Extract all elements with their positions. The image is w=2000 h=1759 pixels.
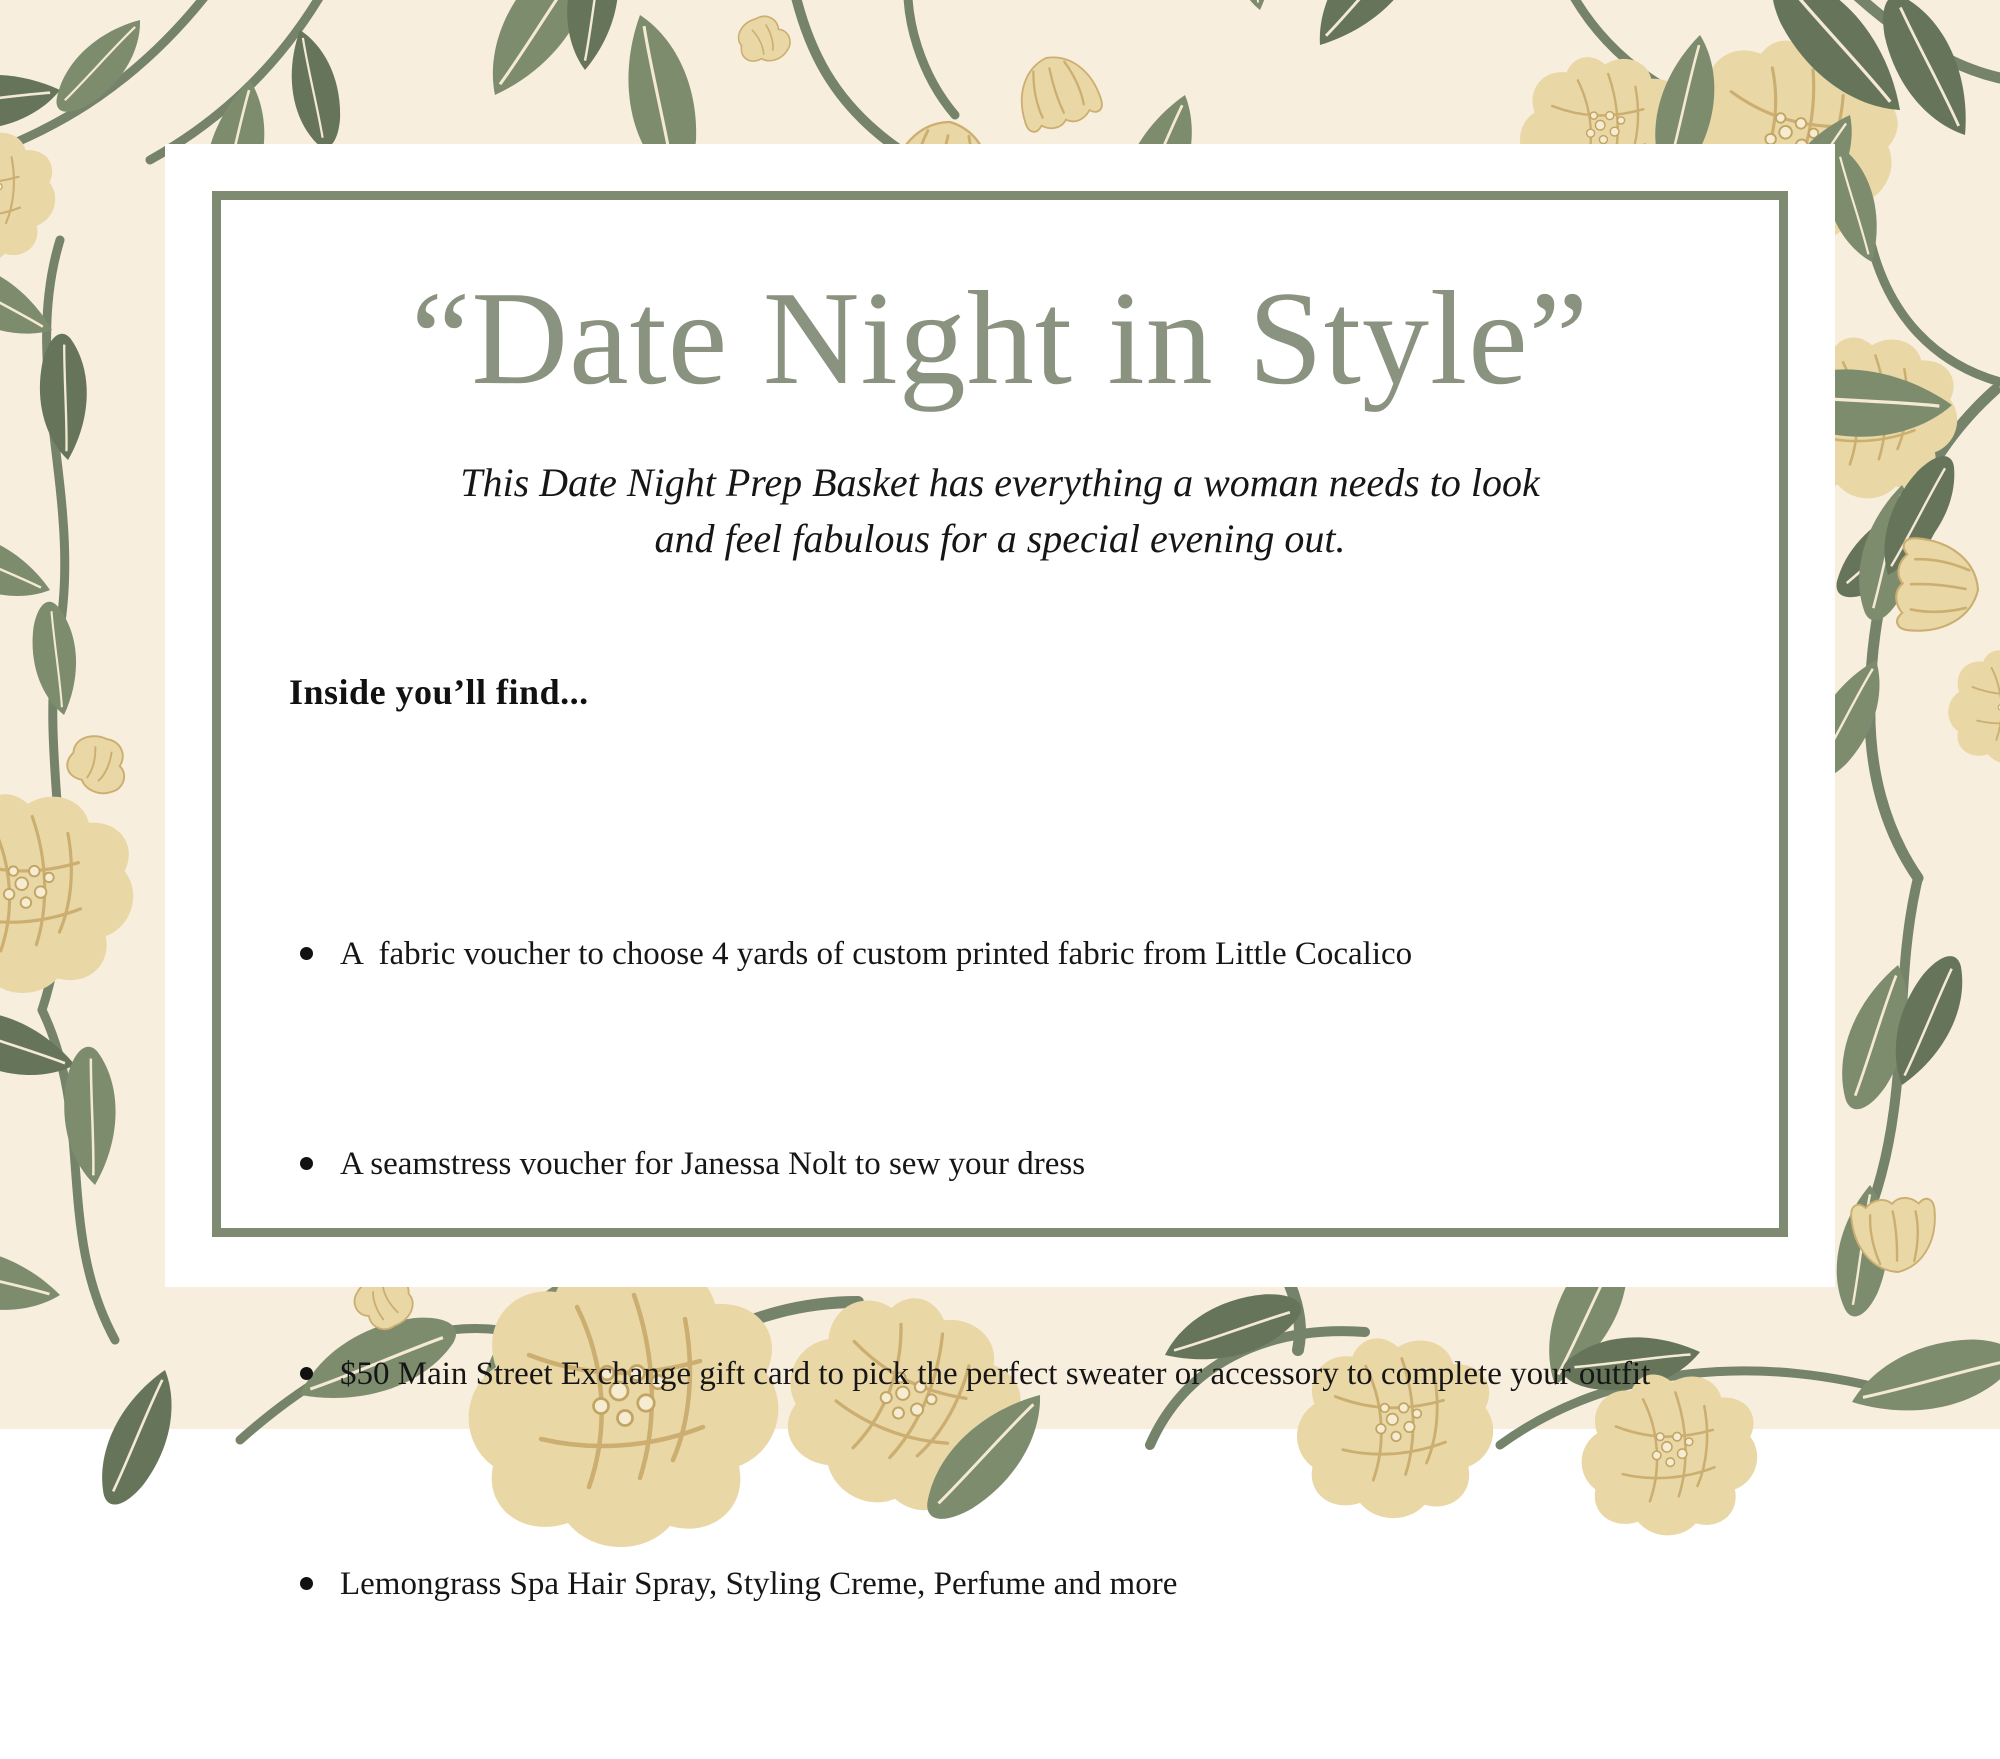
card [165,144,1835,1602]
list-item: $50 Main Street Exchange gift card to pick the perfect sweater or accessory to complete your outfit [340,1339,1670,1409]
list-heading: Inside you’ll find... [289,672,589,712]
subtitle-line: and feel fabulous for a special evening out. [654,516,1346,561]
subtitle [165,455,1835,567]
list-item: A seamstress voucher for Janessa Nolt to sew your dress [340,1129,1670,1199]
list-item: A fabric voucher to choose 4 yards of custom printed fabric from Little Cocalico [340,919,1670,989]
list-item: Lemongrass Spa Hair Spray, Styling Creme, Perfume and more [340,1549,1670,1619]
bullet-list [340,779,1670,1759]
subtitle-line: This Date Night Prep Basket has everything a woman needs to look [460,460,1540,505]
page-title: “Date Night in Style” [410,264,1590,412]
